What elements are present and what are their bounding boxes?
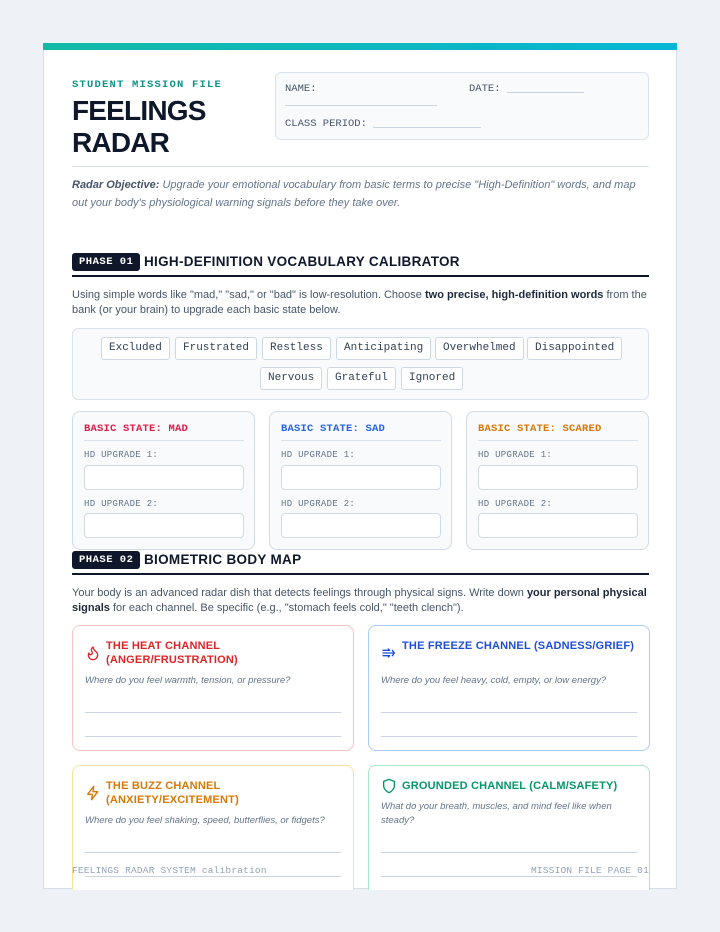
state-card-sad [269,411,452,550]
hd-upgrade-label: HD UPGRADE 2: [478,499,553,509]
answer-line[interactable] [85,852,341,853]
divider [478,440,638,441]
name-field[interactable] [285,105,437,106]
date-field[interactable] [507,92,584,93]
instructions-emphasis: your personal physical signals [72,587,647,614]
channel-question: Where do you feel heavy, cold, empty, or low energy? [381,675,607,686]
answer-line[interactable] [381,736,637,737]
phase-02-instructions [72,586,649,616]
word-chip[interactable]: Overwhelmed [435,337,524,360]
instructions-text: Using simple words like "mad," "sad," or "bad" is low-resolution. Choose [72,289,425,301]
word-chip[interactable]: Nervous [260,367,322,390]
phase-02-title: BIOMETRIC BODY MAP [144,552,302,567]
answer-line[interactable] [381,852,637,853]
phase-01-instructions [72,288,649,318]
channel-question: What do your breath, muscles, and mind feel like when steady? [381,801,612,826]
word-chip[interactable]: Anticipating [336,337,431,360]
divider [281,440,441,441]
hd-upgrade-label: HD UPGRADE 1: [281,450,356,460]
channel-title: THE FREEZE CHANNEL (SADNESS/GRIEF) [402,640,635,652]
hd-upgrade-input[interactable] [84,513,244,538]
word-bank [72,328,649,400]
hd-upgrade-label: HD UPGRADE 2: [281,499,356,509]
divider [72,166,649,167]
word-chip[interactable]: Excluded [101,337,170,360]
phase-02-header [72,551,649,575]
heat-channel-card [72,625,354,751]
page-title: FEELINGS RADAR [72,95,206,158]
hd-upgrade-input[interactable] [478,513,638,538]
channel-title: THE BUZZ CHANNEL (ANXIETY/EXCITEMENT) [106,780,239,806]
shield-icon [381,778,397,794]
objective-label: Radar Objective: [72,179,160,191]
word-chip[interactable]: Restless [262,337,331,360]
answer-line[interactable] [85,876,341,877]
word-chip[interactable]: Frustrated [175,337,257,360]
hd-upgrade-input[interactable] [478,465,638,490]
answer-line[interactable] [85,736,341,737]
date-label: DATE: [469,83,501,95]
instructions-emphasis: two precise, high-definition words [424,289,604,301]
answer-line[interactable] [381,876,637,877]
student-info-box [275,72,649,140]
wind-icon [381,645,397,661]
footer-page-number: MISSION FILE PAGE 01 [530,865,649,876]
phase-01-header [72,253,649,277]
name-label: NAME: [285,83,317,95]
channel-question: Where do you feel warmth, tension, or pressure? [85,675,291,686]
divider [84,440,244,441]
channel-question: Where do you feel shaking, speed, butterflies, or fidgets? [85,815,325,826]
hd-upgrade-input[interactable] [281,513,441,538]
instructions-text: Your body is an advanced radar dish that detects feelings through physical signs. Write down [72,587,527,599]
freeze-channel-card [368,625,650,751]
state-card-mad [72,411,255,550]
state-card-scared [466,411,649,550]
hd-upgrade-input[interactable] [84,465,244,490]
footer-left: FEELINGS RADAR SYSTEM calibration [72,865,267,876]
worksheet-page [43,43,677,889]
state-title: BASIC STATE: MAD [84,423,189,435]
word-chip[interactable]: Disappointed [527,337,622,360]
word-chip[interactable]: Grateful [327,367,396,390]
flame-icon [85,645,101,661]
answer-line[interactable] [85,712,341,713]
word-chip[interactable]: Ignored [401,367,463,390]
hd-upgrade-input[interactable] [281,465,441,490]
hd-upgrade-label: HD UPGRADE 2: [84,499,159,509]
phase-01-title: HIGH-DEFINITION VOCABULARY CALIBRATOR [144,254,460,269]
channel-title: GROUNDED CHANNEL (CALM/SAFETY) [402,780,618,792]
zap-icon [85,785,101,801]
accent-bar [43,43,677,50]
hd-upgrade-label: HD UPGRADE 1: [84,450,159,460]
answer-line[interactable] [381,712,637,713]
state-title: BASIC STATE: SCARED [478,423,602,435]
objective-text [72,177,649,212]
objective-body: Upgrade your emotional vocabulary from basic terms to precise "High-Definition" words, and map out your body's physiological warning signals before they take over. [72,179,636,209]
phase-02-badge: PHASE 02 [72,551,140,569]
instructions-text: for each channel. Be specific (e.g., "stomach feels cold," "teeth clench"). [109,602,464,614]
hd-upgrade-label: HD UPGRADE 1: [478,450,553,460]
eyebrow-label: STUDENT MISSION FILE [72,79,223,91]
state-title: BASIC STATE: SAD [281,423,386,435]
channel-title: THE HEAT CHANNEL (ANGER/FRUSTRATION) [106,640,238,666]
class-period-label: CLASS PERIOD: [285,118,367,130]
class-period-field[interactable] [373,127,481,128]
instructions-text: from the bank (or your brain) to upgrade each basic state below. [72,289,647,316]
phase-01-badge: PHASE 01 [72,253,140,271]
